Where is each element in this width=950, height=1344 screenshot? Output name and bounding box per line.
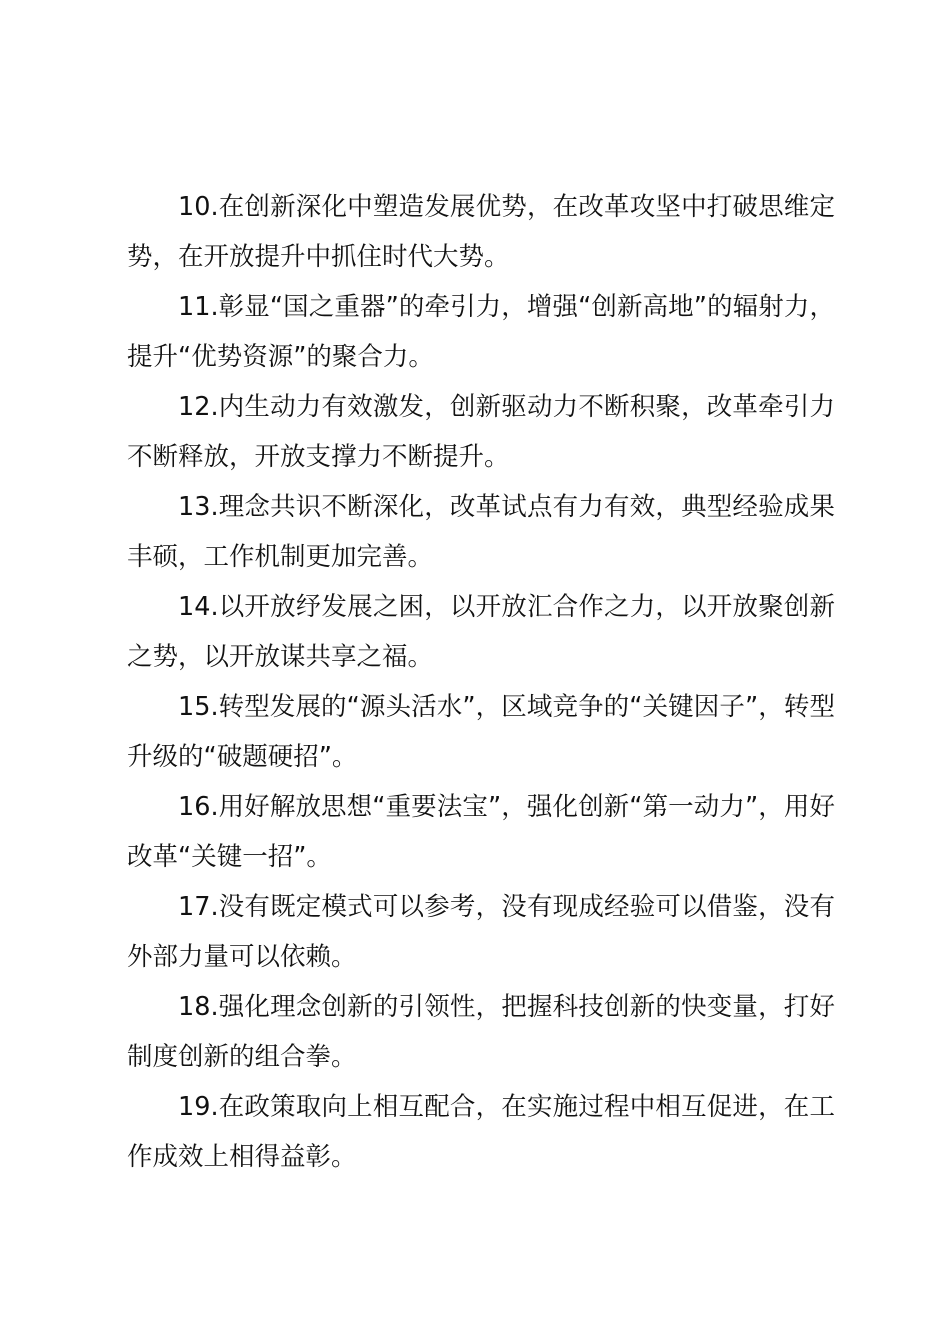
paragraph-14: 14.以开放纾发展之困，以开放汇合作之力，以开放聚创新之势，以开放谋共享之福。 <box>127 592 835 672</box>
paragraph-11: 11.彰显“国之重器”的牵引力，增强“创新高地”的辐射力，提升“优势资源”的聚合力。 <box>127 292 835 372</box>
document-body <box>127 182 835 1182</box>
paragraph-17: 17.没有既定模式可以参考，没有现成经验可以借鉴，没有外部力量可以依赖。 <box>127 892 835 972</box>
paragraph-13: 13.理念共识不断深化，改革试点有力有效，典型经验成果丰硕，工作机制更加完善。 <box>127 492 835 572</box>
paragraph-19: 19.在政策取向上相互配合，在实施过程中相互促进，在工作成效上相得益彰。 <box>127 1092 835 1172</box>
paragraph-10: 10.在创新深化中塑造发展优势，在改革攻坚中打破思维定势，在开放提升中抓住时代大势。 <box>127 192 835 272</box>
paragraph-12: 12.内生动力有效激发，创新驱动力不断积聚，改革牵引力不断释放，开放支撑力不断提升。 <box>127 392 835 472</box>
paragraph-16: 16.用好解放思想“重要法宝”，强化创新“第一动力”，用好改革“关键一招”。 <box>127 792 835 872</box>
paragraph-15: 15.转型发展的“源头活水”，区域竞争的“关键因子”，转型升级的“破题硬招”。 <box>127 692 835 772</box>
paragraph-18: 18.强化理念创新的引领性，把握科技创新的快变量，打好制度创新的组合拳。 <box>127 992 835 1072</box>
